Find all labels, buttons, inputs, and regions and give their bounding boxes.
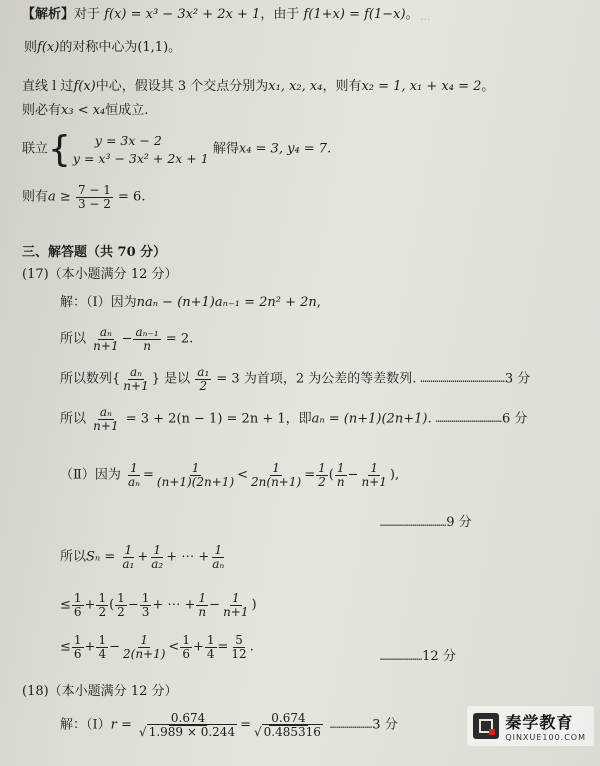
equation-system: y = 3x − 2 y = x³ − 3x² + 2x + 1 [72, 133, 209, 167]
watermark-brand: 秦学教育 [505, 713, 574, 732]
analysis-line-3: 直线 l 过f(x)中心，假设其 3 个交点分别为x₁, x₂, x₄，则有x₂ = 1, x₁ + x₄ = 2。 [22, 79, 495, 94]
q17-step-6 [380, 516, 472, 531]
section-title: 三、解答题（共 70 分） [22, 245, 167, 260]
q17-step-3: 所以数列{ $\frac{\text{aₙ}}{n+1}$ } 是以 $\frac{\text{a₁}}{2}$ = 3 为首项，2 为公差的等差数列. ……………………………………3 分 [60, 365, 531, 394]
q17-step-2: 所以 $\frac{\text{aₙ}}{n+1}$ − $\frac{\text{aₙ₋₁}}{n}$ = 2. [60, 325, 194, 354]
q17-step-9: ≤ $\frac{1}{6}$ + $\frac{1}{4}$ − $\frac{1}{2(n+1)}$ < $\frac{1}{6}$ + $\frac{1}{4}$ = $\frac{5}{12}$ . [60, 633, 254, 662]
q17-step-7: 所以Sₙ = $\frac{1}{\text{a₁}}$ + $\frac{1}{\text{a₂}}$ + ⋯ + $\frac{1}{\text{aₙ}}$ [60, 543, 225, 572]
score-leader: …………………………… [435, 414, 502, 426]
score-leader: ………………… [380, 652, 423, 663]
watermark [467, 706, 594, 746]
analysis-line-5: 联立{ y = 3x − 2 y = x³ − 3x² + 2x + 1 解得x₄ = 3, y₄ = 7. [22, 129, 332, 171]
analysis-line-4: 则必有x₃ < x₄恒成立. [22, 103, 149, 118]
sqrt-icon: √ [139, 725, 147, 740]
score-label: 3 分 [372, 717, 398, 733]
bleed-text: ... [420, 10, 431, 23]
q18-header: (18)（本小题满分 12 分） [22, 684, 178, 699]
q17-header: (17)（本小题满分 12 分） [22, 267, 178, 282]
watermark-site: QINXUE100.COM [505, 733, 586, 742]
score-leader: ………………… [330, 720, 373, 732]
qinxue-logo-icon [473, 713, 499, 739]
fraction: $\frac{7 - 1}{3 - 2}$ [77, 183, 111, 212]
score-label: 9 分 [446, 515, 472, 530]
q17-step-5: （Ⅱ）因为 $\frac{1}{\text{aₙ}}$ = $\frac{1}{(n+1)(2n+1)}$ < $\frac{1}{2n(n+1)}$ = $\frac{1}{2}$ ( $\frac{1}{n}$ − $\frac{1}{n+1}$ ), [60, 461, 400, 490]
left-brace-icon: { [48, 129, 71, 171]
analysis-tag: 【解析】 [22, 7, 75, 22]
q17-step-1: 解：（Ⅰ）因为naₙ − (n+1)aₙ₋₁ = 2n² + 2n, [60, 295, 321, 310]
q18-step-1: 解：（Ⅰ）r = $\frac{0.674}{√ 1.989 \times 0.244}$ = $\frac{0.674}{√ 0.485316}$ …………………3 分 [60, 711, 398, 740]
analysis-line-2: 则f(x)的对称中心为(1,1)。 [24, 40, 182, 55]
sqrt-icon: √ [253, 725, 262, 740]
analysis-line-1: 【解析】对于 f(x) = x³ − 3x² + 2x + 1，由于 f(1+x) = f(1−x)。 [22, 7, 419, 22]
score-label: 12 分 [422, 649, 456, 664]
q17-step-4: 所以 $\frac{\text{aₙ}}{n+1}$ = 3 + 2(n − 1) = 2n + 1，即aₙ = (n+1)(2n+1). ……………………………6 分 [60, 405, 528, 434]
q17-step-8: ≤ $\frac{1}{6}$ + $\frac{1}{2}$ ( $\frac{1}{2}$ − $\frac{1}{3}$ + ⋯ + $\frac{1}{n}$ − $\frac{1}{n+1}$ ) [60, 591, 257, 620]
analysis-line-6: 则有a ≥ $\frac{7 - 1}{3 - 2}$ = 6. [22, 183, 146, 212]
q17-step-9-score [380, 650, 456, 665]
score-label: 3 分 [504, 371, 531, 387]
score-leader: …………………………… [380, 518, 447, 529]
score-leader: …………………………………… [420, 374, 505, 386]
score-label: 6 分 [501, 411, 528, 427]
